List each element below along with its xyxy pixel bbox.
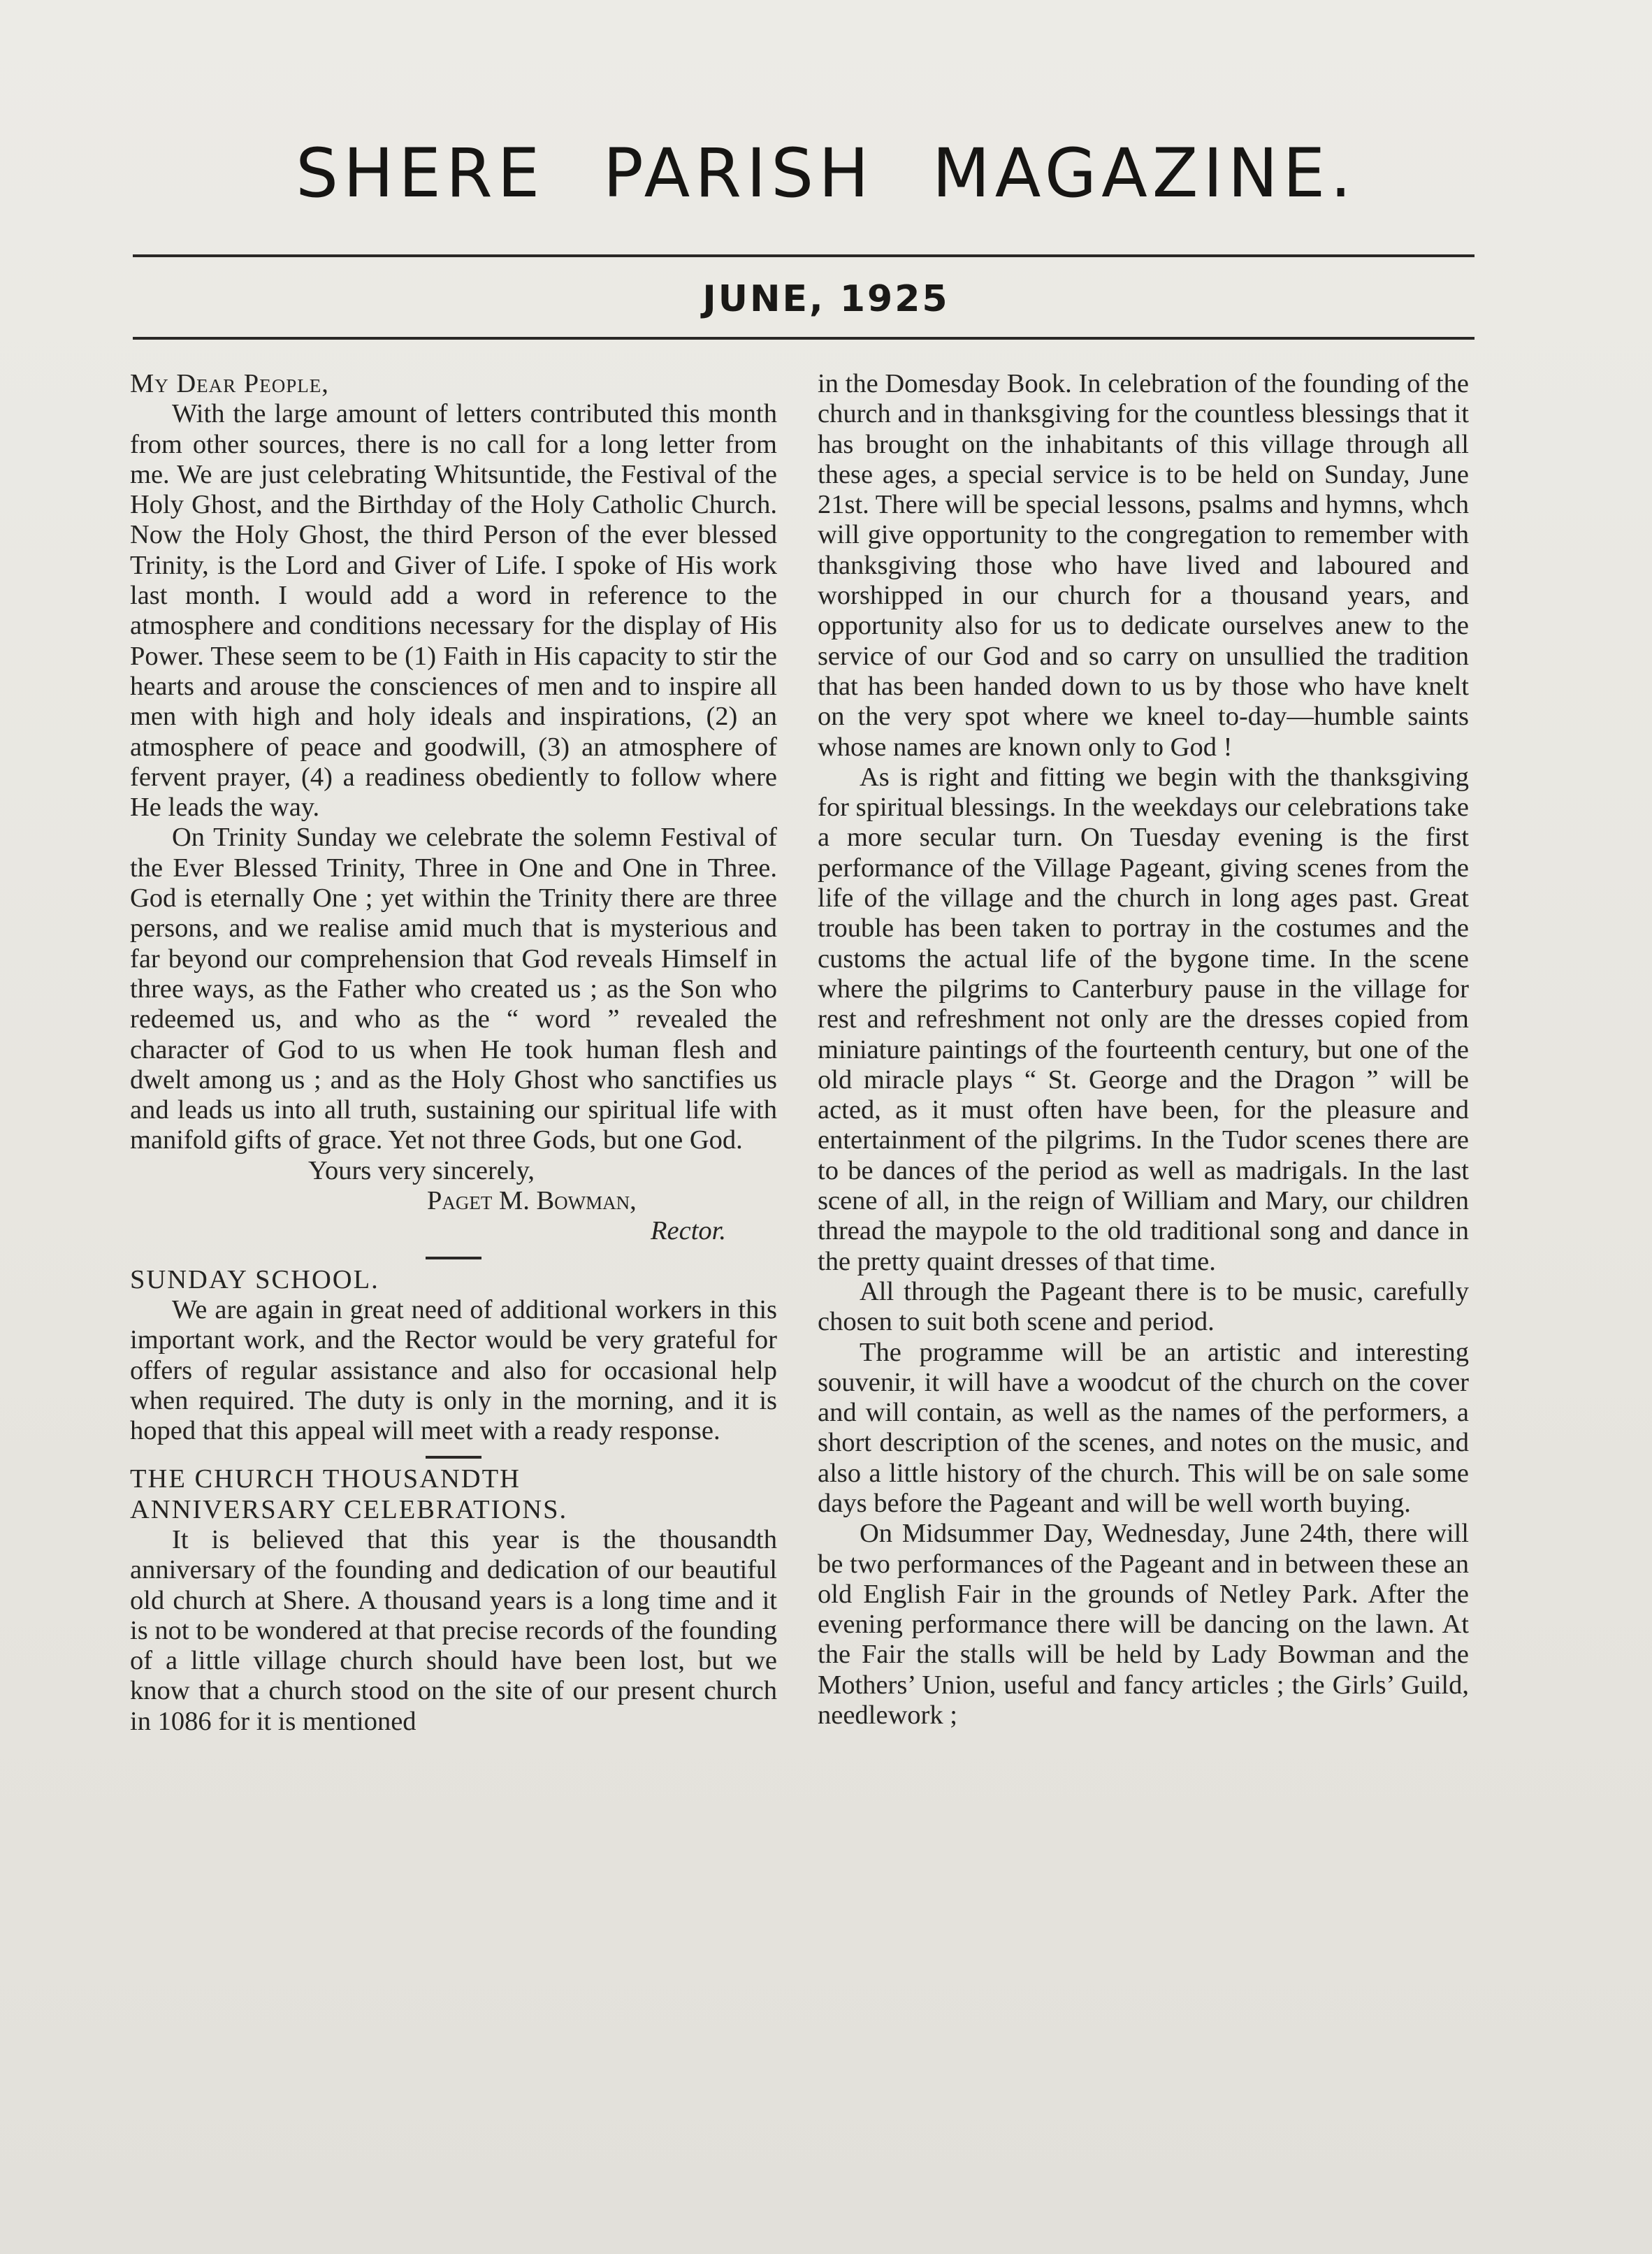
letter-closing: Yours very sincerely, xyxy=(308,1155,535,1185)
bottom-rule xyxy=(133,337,1475,340)
section-paragraph: in the Domesday Book. In celebration of the founding of the church and in thanksgiving for the countless blessings that it has brought on the inhabitants of this village through all these ages, a special service is to be held on Sunday, June 21st. There will be special lessons, psalms and hymns, whch will give opportunity to the congregation to remember with thanksgiving those who have lived and laboured and worshipped in our church for a thousand years, and opportunity also for us to dedicate ourselves anew to the service of our God and so carry on unsullied the tradition that has been handed down to us by those who have knelt on the very spot where we kneel to-day—humble saints whose names are known only to God ! xyxy=(818,369,1469,762)
section-paragraph: It is believed that this year is the thousandth anniversary of the founding and dedication of our beautiful old church at Shere. A thousand years is a long time and it is not to be wondered at that precise records of the founding of a little village church should have been lost, but we know that a church stood on the site of our present church in 1086 for it is mentioned xyxy=(130,1524,777,1736)
letter-salutation: My Dear People, xyxy=(130,369,329,398)
left-column xyxy=(130,369,777,1737)
letter-role: Rector. xyxy=(651,1216,726,1246)
section-paragraph: The programme will be an artistic and interesting souvenir, it will have a woodcut of the church on the cover and will contain, as well as the names of the performers, a short description of the scenes, and notes on the music, and also a little history of the church. This will be on sale some days before the Pageant and will be well worth buying. xyxy=(818,1337,1469,1518)
section-heading: THE CHURCH THOUSANDTH xyxy=(130,1464,521,1494)
section-heading: SUNDAY SCHOOL. xyxy=(130,1264,379,1294)
section-paragraph: All through the Pageant there is to be music, carefully chosen to suit both scene and period. xyxy=(818,1276,1469,1337)
section-paragraph: We are again in great need of additional workers in this important work, and the Rector would be very grateful for offers of regular assistance and also for occasional help when required. The duty is only in the morning, and it is hoped that this appeal will meet with a ready response. xyxy=(130,1294,777,1446)
issue-date: JUNE, 1925 xyxy=(702,278,950,320)
right-column xyxy=(818,369,1469,1731)
letter-paragraph: On Trinity Sunday we celebrate the solemn Festival of the Ever Blessed Trinity, Three in One and One in Three. God is eternally One ; yet within the Trinity there are three persons, and we realise amid much that is mysterious and far beyond our comprehension that God reveals Himself in three ways, as the Father who created us ; as the Son who redeemed us, and who as the “ word ” revealed the character of God to us when He took human flesh and dwelt among us ; and as the Holy Ghost who sanctifies us and leads us into all truth, sustaining our spiritual life with manifold gifts of grace. Yet not three Gods, but one God. xyxy=(130,823,777,1155)
letter-paragraph: With the large amount of letters contributed this month from other sources, there is no call for a long letter from me. We are just celebrating Whitsuntide, the Festival of the Holy Ghost, and the Birthday of the Holy Catholic Church. Now the Holy Ghost, the third Person of the ever blessed Trinity, is the Lord and Giver of Life. I spoke of His work last month. I would add a word in reference to the atmosphere and conditions necessary for the display of His Power. These seem to be (1) Faith in His capacity to stir the hearts and arouse the consciences of men and to inspire all men with high and holy ideals and inspirations, (2) an atmosphere of peace and goodwill, (3) an atmosphere of fervent prayer, (4) a readiness obediently to follow where He leads the way. xyxy=(130,399,777,823)
section-paragraph: On Midsummer Day, Wednesday, June 24th, there will be two performances of the Pageant and in between these an old English Fair in the grounds of Netley Park. After the evening performance there will be dancing on the lawn. At the Fair the stalls will be held by Lady Bowman and the Mothers’ Union, useful and fancy articles ; the Girls’ Guild, needlework ; xyxy=(818,1519,1469,1731)
section-divider xyxy=(426,1257,481,1259)
letter-signature: Paget M. Bowman, xyxy=(427,1186,637,1216)
masthead: SHERE PARISH MAGAZINE. xyxy=(296,134,1356,212)
section-paragraph: As is right and fitting we begin with the thanksgiving for spiritual blessings. In the weekdays our celebrations take a more secular turn. On Tuesday evening is the first performance of the Village Pageant, giving scenes from the life of the village and the church in long ages past. Great trouble has been taken to portray in the costumes and the customs the actual life of the bygone time. In the scene where the pilgrims to Canterbury pause in the village for rest and refreshment not only are the dresses copied from miniature paintings of the fourteenth century, but one of the old miracle plays “ St. George and the Dragon ” will be acted, as it must often have been, for the pleasure and entertainment of the pilgrims. In the Tudor scenes there are to be dances of the period as well as madrigals. In the last scene of all, in the reign of William and Mary, our children thread the maypole to the old traditional song and dance in the pretty quaint dresses of that time. xyxy=(818,762,1469,1276)
top-rule xyxy=(133,254,1475,257)
section-heading: ANNIVERSARY CELEBRATIONS. xyxy=(130,1494,568,1524)
section-divider xyxy=(426,1456,481,1459)
